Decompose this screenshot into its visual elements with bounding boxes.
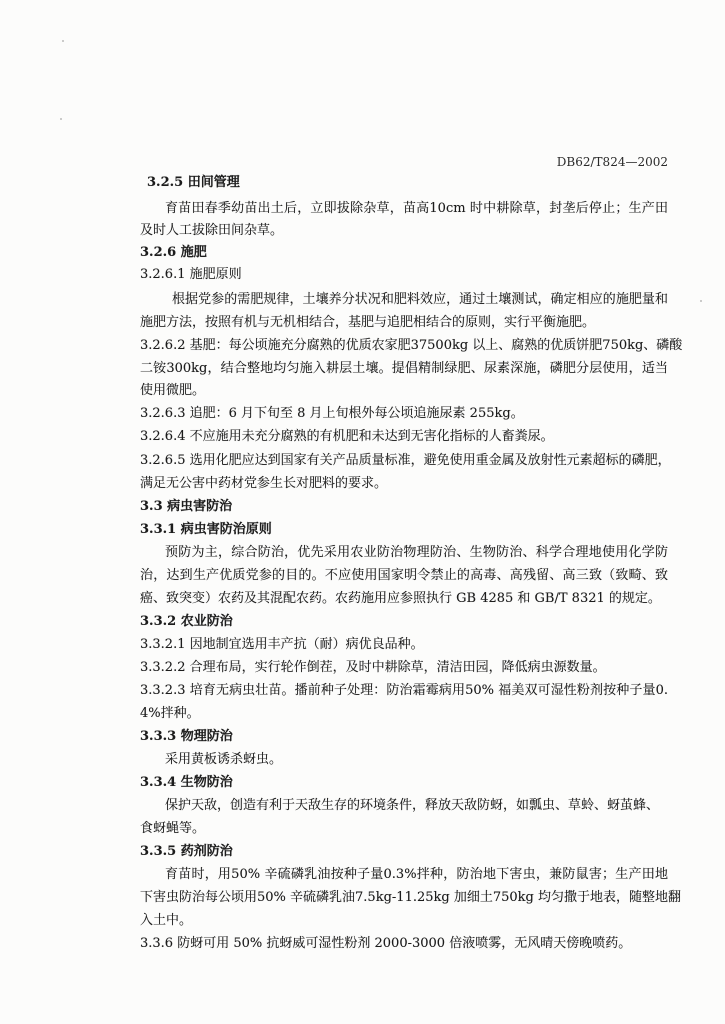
paragraph-line: 下害虫防治每公顷用50% 辛硫磷乳油7.5kg-11.25kg 加细土750kg 均匀撒于地表，随整地翻 — [140, 890, 681, 905]
clause-3-3-6: 3.3.6 防蚜可用 50% 抗蚜威可湿性粉剂 2000-3000 倍液喷雾，无风晴天傍晚喷药。 — [140, 936, 632, 951]
paragraph-line: 满足无公害中药材党参生长对肥料的要求。 — [140, 476, 388, 491]
heading-3-3-2: 3.3.2 农业防治 — [140, 614, 233, 629]
scan-speck — [700, 300, 702, 302]
paragraph-line: 使用微肥。 — [140, 383, 206, 398]
clause-3-3-2-3: 3.3.2.3 培育无病虫壮苗。播前种子处理：防治霜霉病用50% 福美双可湿性粉剂按种子量0. — [140, 683, 668, 698]
heading-3-3-4: 3.3.4 生物防治 — [140, 775, 233, 790]
paragraph-line: 二铵300kg，结合整地均匀施入耕层土壤。提倡精制绿肥、尿素深施，磷肥分层使用，适当 — [140, 361, 668, 376]
paragraph-line: 治，达到生产优质党参的目的。不应使用国家明令禁止的高毒、高残留、高三致（致畸、致 — [140, 568, 668, 583]
scan-speck — [62, 40, 64, 42]
heading-3-2-6: 3.2.6 施肥 — [140, 245, 207, 260]
clause-3-2-6-5: 3.2.6.5 选用化肥应达到国家有关产品质量标准，避免使用重金属及放射性元素超标的磷肥， — [140, 453, 671, 468]
paragraph-line: 保护天敌，创造有利于天敌生存的环境条件，释放天敌防蚜，如瓢虫、草蛉、蚜茧蜂、 — [165, 798, 660, 813]
heading-3-3-1: 3.3.1 病虫害防治原则 — [140, 522, 272, 537]
heading-3-3-3: 3.3.3 物理防治 — [140, 729, 233, 744]
heading-3-3: 3.3 病虫害防治 — [140, 499, 233, 514]
clause-3-2-6-4: 3.2.6.4 不应施用未充分腐熟的有机肥和未达到无害化指标的人畜粪尿。 — [140, 429, 554, 444]
paragraph-line: 癌、致突变）农药及其混配农药。农药施用应参照执行 GB 4285 和 GB/T 8321 的规定。 — [140, 591, 661, 606]
clause-3-2-6-2: 3.2.6.2 基肥：每公顷施充分腐熟的优质农家肥37500kg 以上、腐熟的优质饼肥750kg、磷酸 — [140, 338, 683, 353]
clause-3-3-2-1: 3.3.2.1 因地制宜选用丰产抗（耐）病优良品种。 — [140, 637, 424, 652]
scan-speck — [60, 118, 62, 120]
clause-3-3-2-2: 3.3.2.2 合理布局，实行轮作倒茬，及时中耕除草，清洁田园，降低病虫源数量。 — [140, 660, 606, 675]
paragraph-line: 采用黄板诱杀蚜虫。 — [165, 752, 283, 767]
paragraph-line: 预防为主，综合防治，优先采用农业防治物理防治、生物防治、科学合理地使用化学防 — [165, 545, 668, 560]
paragraph-line: 及时人工拔除田间杂草。 — [140, 223, 284, 238]
paragraph-line: 食蚜蝇等。 — [140, 821, 206, 836]
document-code-header: DB62/T824—2002 — [556, 155, 668, 169]
clause-3-2-6-3: 3.2.6.3 追肥：6 月下旬至 8 月上旬根外每公顷追施尿素 255kg。 — [140, 406, 524, 421]
paragraph-line: 根据党参的需肥规律，土壤养分状况和肥料效应，通过土壤测试，确定相应的施肥量和 — [172, 292, 668, 307]
heading-3-2-5: 3.2.5 田间管理 — [147, 175, 240, 190]
paragraph-line: 育苗田春季幼苗出土后，立即拔除杂草，苗高10cm 时中耕除草，封垄后停止；生产田 — [165, 201, 668, 216]
paragraph-line: 入土中。 — [140, 913, 193, 928]
paragraph-line: 育苗时，用50% 辛硫磷乳油按种子量0.3%拌种，防治地下害虫，兼防鼠害；生产田地 — [165, 867, 668, 882]
clause-3-2-6-1: 3.2.6.1 施肥原则 — [140, 267, 242, 282]
paragraph-line: 4%拌种。 — [140, 706, 200, 721]
heading-3-3-5: 3.3.5 药剂防治 — [140, 844, 233, 859]
paragraph-line: 施肥方法，按照有机与无机相结合，基肥与追肥相结合的原则，实行平衡施肥。 — [140, 315, 596, 330]
